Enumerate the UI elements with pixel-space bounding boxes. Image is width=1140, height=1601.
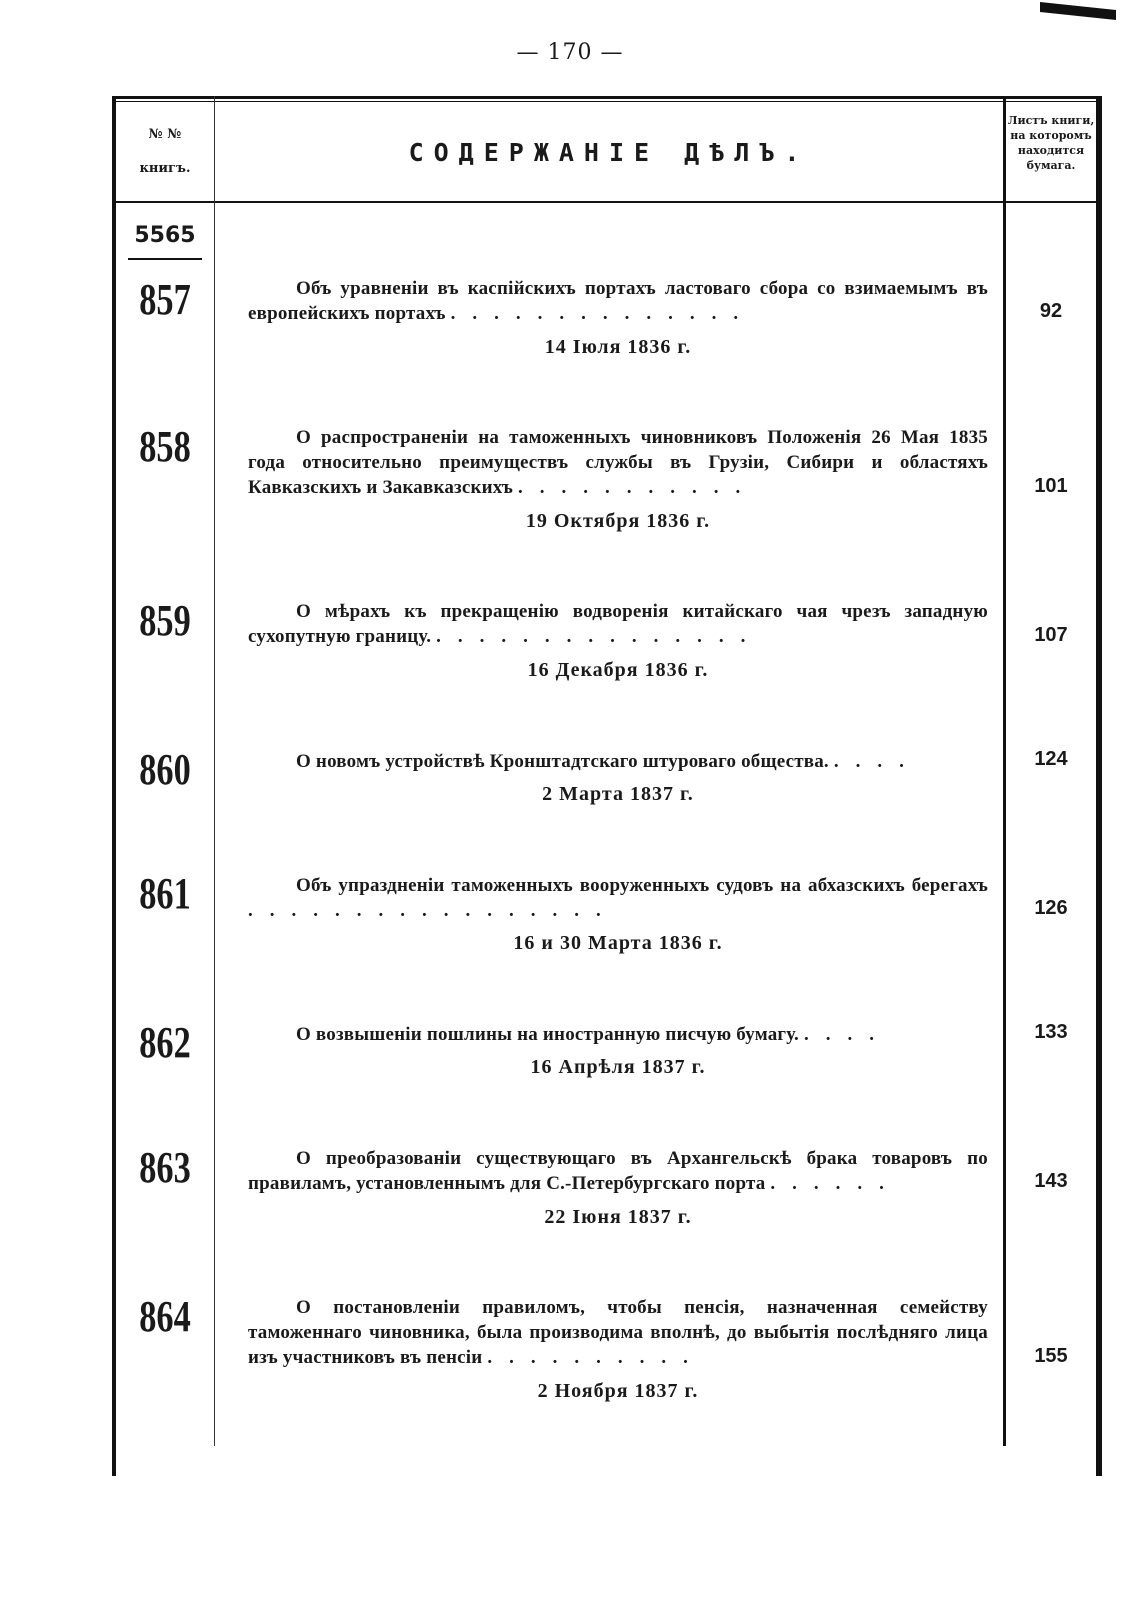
- entry-text-content: Объ уравненіи въ каспійскихъ портахъ ластоваго сбора со взимаемымъ въ европейскихъ портахъ: [248, 278, 988, 324]
- header-sheet-column: [1006, 113, 1096, 173]
- entry-text: [248, 599, 988, 649]
- entry-date: 14 Іюля 1836 г.: [544, 336, 692, 358]
- entry-text-content: О мѣрахъ къ прекращенію водворенія китайскаго чая чрезъ западную сухопутную границу.: [248, 601, 988, 647]
- entry-sheet: 155: [1034, 1345, 1068, 1367]
- leader-dots: ......: [770, 1173, 901, 1194]
- entry-text-content: Объ упраздненіи таможенныхъ вооруженныхъ судовъ на абхазскихъ берегахъ: [296, 875, 988, 896]
- entry-date: 2 Ноября 1837 г.: [537, 1380, 699, 1402]
- entry-text: [248, 1022, 988, 1047]
- entry-number: 860: [139, 745, 191, 794]
- entry-text-content: О преобразованіи существующаго въ Архангельскѣ брака товаровъ по правиламъ, установленнымъ для С.-Петербургскаго порта: [248, 1148, 988, 1194]
- header-sheet-line4: бумага.: [1026, 159, 1076, 172]
- entry-text-content: О распространеніи на таможенныхъ чиновниковъ Положенія 26 Мая 1835 года относительно преимуществъ службы въ Грузіи, Сибири и областяхъ Кавказскихъ и Закавказскихъ: [248, 427, 988, 498]
- entry-date: 19 Октября 1836 г.: [525, 510, 711, 532]
- entry-sheet: 101: [1034, 475, 1068, 497]
- entry-sheet: 143: [1034, 1170, 1068, 1192]
- entry-number: 862: [139, 1018, 191, 1067]
- leader-dots: ...........: [518, 477, 758, 498]
- entry-text: [248, 1146, 988, 1196]
- entry-sheet: 107: [1034, 624, 1068, 646]
- entry-number: 859: [139, 596, 191, 645]
- leader-dots: ...............: [436, 626, 763, 647]
- entry-number: 861: [139, 869, 191, 918]
- entry-number: 857: [139, 275, 191, 324]
- header-sheet-line2: на которомъ: [1010, 129, 1092, 142]
- leader-dots: .................: [248, 900, 618, 921]
- entry-number: 864: [139, 1292, 191, 1341]
- book-number-underline: [128, 258, 202, 260]
- entry-text-content: О новомъ устройствѣ Кронштадтскаго штуроваго общества.: [296, 751, 829, 772]
- header-number-line1: № №: [148, 127, 182, 142]
- entry-date: 2 Марта 1837 г.: [542, 783, 694, 805]
- table-top-rule: [112, 96, 1102, 99]
- header-bottom-rule: [112, 201, 1102, 203]
- column-divider-sheet: [1003, 96, 1006, 1446]
- table-right-border: [1096, 96, 1102, 1476]
- entry-text: [248, 1295, 988, 1370]
- leader-dots: ..........: [487, 1347, 705, 1368]
- leader-dots: ....: [803, 1024, 891, 1045]
- header-title: СОДЕРЖАНІЕ ДѢЛЪ.: [408, 138, 810, 167]
- entry-text: [248, 276, 988, 326]
- leader-dots: ..............: [450, 303, 756, 324]
- entry-number: 863: [139, 1143, 191, 1192]
- entry-sheet: 133: [1034, 1021, 1068, 1043]
- table-left-border: [112, 96, 116, 1476]
- scan-artifact: [1040, 2, 1116, 20]
- header-number-column: [116, 118, 214, 186]
- entry-date: 16 Декабря 1836 г.: [527, 659, 709, 681]
- book-number: 5565: [134, 223, 196, 248]
- leader-dots: ....: [833, 751, 921, 772]
- entry-text: [248, 425, 988, 500]
- entry-sheet: 124: [1034, 748, 1068, 770]
- entry-number: 858: [139, 422, 191, 471]
- column-divider-number: [214, 96, 215, 1446]
- header-sheet-line1: Листъ книги,: [1007, 114, 1095, 127]
- entry-text: [248, 873, 988, 923]
- page-number: — 170 —: [516, 40, 624, 65]
- entry-text-content: О постановленіи правиломъ, чтобы пенсія, назначенная семейству таможеннаго чиновника, была производима вполнѣ, до выбытія послѣдняго лица изъ участниковъ въ пенсіи: [248, 1297, 988, 1368]
- entry-text-content: О возвышеніи пошлины на иностранную писчую бумагу.: [296, 1024, 799, 1045]
- header-number-line2: книгъ.: [139, 161, 191, 176]
- entry-sheet: 92: [1039, 300, 1063, 322]
- table-top-rule-thin: [112, 101, 1102, 102]
- entry-date: 16 и 30 Марта 1836 г.: [513, 932, 723, 954]
- entry-sheet: 126: [1034, 897, 1068, 919]
- header-sheet-line3: находится: [1017, 144, 1085, 157]
- entry-date: 22 Іюня 1837 г.: [544, 1206, 692, 1228]
- entry-text: [248, 749, 988, 774]
- entry-date: 16 Апрѣля 1837 г.: [530, 1056, 706, 1078]
